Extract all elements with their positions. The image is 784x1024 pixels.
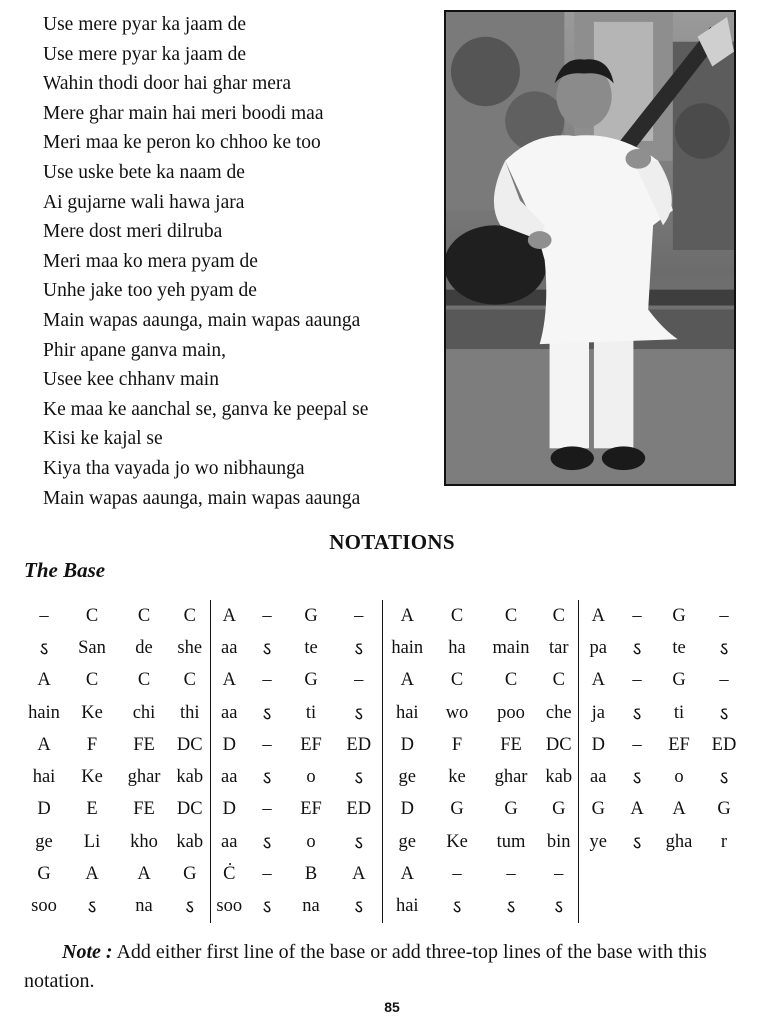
notation-cell: ge (35, 831, 53, 852)
notation-cell: FE (500, 734, 522, 755)
notation-cell: kho (130, 831, 158, 852)
base-subheading: The Base (24, 558, 106, 582)
notation-cell: – (719, 605, 729, 626)
lyric-line: Main wapas aaunga, main wapas aaunga (43, 487, 361, 509)
notation-cell: C (137, 605, 151, 626)
notation-cell: – (262, 799, 272, 820)
notation-cell: C (85, 605, 99, 626)
notation-cell: ED (336, 794, 382, 826)
notation-cell: G (672, 605, 686, 626)
lyric-line: Usee kee chhanv main (43, 369, 219, 391)
notation-cell: A (37, 734, 51, 755)
notation-cell: na (135, 896, 153, 917)
notation-cell: – (262, 605, 272, 626)
lyric-line: Use uske bete ka naam de (43, 161, 245, 183)
notation-cell: San (78, 637, 106, 658)
lyric-line: Ke maa ke aanchal se, ganva ke peepal se (43, 398, 369, 420)
notation-cell: A (222, 670, 236, 691)
notation-cell: bin (540, 826, 578, 858)
notation-cell: A (672, 799, 686, 820)
notation-cell: ऽ (719, 769, 729, 790)
notation-cell: DC (540, 729, 578, 761)
notation-cell (578, 891, 618, 923)
notation-cell: EF (300, 734, 322, 755)
notation-cell: aa (221, 767, 238, 788)
notation-cell (656, 891, 702, 923)
notation-cell: kab (170, 761, 210, 793)
notation-cell: ke (448, 767, 466, 788)
notation-cell: A (400, 605, 414, 626)
notation-cell: A (400, 864, 414, 885)
notation-cell: de (135, 637, 153, 658)
notation-cell (618, 858, 656, 890)
notation-cell: G (540, 794, 578, 826)
notation-cell: hai (32, 767, 56, 788)
notation-cell: tum (496, 831, 526, 852)
lyric-line: Mere ghar main hai meri boodi maa (43, 102, 324, 124)
lyric-line: Mere dost meri dilruba (43, 221, 223, 243)
notation-cell: EF (668, 734, 690, 755)
lyrics-block (43, 10, 443, 513)
notation-cell: ऽ (336, 891, 382, 923)
notation-cell: FE (133, 734, 155, 755)
notation-cell: – (452, 864, 462, 885)
notation-cell: kab (170, 826, 210, 858)
notation-cell: ge (398, 767, 416, 788)
notation-cell: ऽ (336, 761, 382, 793)
notation-cell: ऽ (336, 697, 382, 729)
page-number: 85 (384, 999, 400, 1015)
notation-cell: D (400, 734, 414, 755)
notation-cell: – (632, 670, 642, 691)
lyric-line: Meri maa ke peron ko chhoo ke too (43, 132, 321, 154)
lyric-line: Kisi ke kajal se (43, 428, 163, 450)
notation-cell: ऽ (632, 639, 642, 660)
notation-cell: r (720, 831, 728, 852)
notation-cell: – (506, 864, 516, 885)
notation-lyric-row (22, 697, 746, 729)
notation-cell: ऽ (170, 891, 210, 923)
notation-table-body (22, 600, 746, 923)
notation-cell: D (591, 734, 605, 755)
notation-cell: ऽ (262, 898, 272, 919)
notation-cell: A (85, 864, 99, 885)
notation-cell: ऽ (632, 704, 642, 725)
notation-cell: she (170, 632, 210, 664)
notation-cell: ऽ (262, 769, 272, 790)
notation-cell: DC (170, 794, 210, 826)
notation-cell: C (504, 670, 518, 691)
notation-cell: A (336, 858, 382, 890)
notation-cell: hain (391, 637, 424, 658)
notation-cell: A (630, 799, 644, 820)
notation-cell: ऽ (336, 826, 382, 858)
notation-lyric-row (22, 632, 746, 664)
notation-cell: FE (133, 799, 155, 820)
notation-cell: Ċ (223, 864, 236, 885)
lyric-line: Main wapas aaunga, main wapas aaunga (43, 309, 361, 331)
notation-cell: D (222, 734, 236, 755)
notation-cell: ED (711, 734, 737, 755)
notation-cell: A (137, 864, 151, 885)
notation-cell: Ke (81, 767, 103, 788)
note-paragraph (24, 938, 748, 996)
notation-cell: ti (305, 702, 317, 723)
lyric-line: Unhe jake too yeh pyam de (43, 280, 257, 302)
notation-cell: poo (497, 702, 525, 723)
notation-cell: o (306, 831, 316, 852)
lyric-line: Wahin thodi door hai ghar mera (43, 73, 292, 95)
notation-cell: C (540, 600, 578, 632)
notation-cell: A (400, 670, 414, 691)
notation-cell: – (336, 665, 382, 697)
notation-cell: soo (31, 896, 57, 917)
notation-cell: ऽ (262, 639, 272, 660)
photo-illustration (446, 12, 734, 484)
notation-note-row (22, 729, 746, 761)
notation-cell: aa (221, 831, 238, 852)
notation-cell: Li (83, 831, 101, 852)
notation-cell: ऽ (632, 769, 642, 790)
notation-cell: ऽ (632, 833, 642, 854)
notation-lyric-row (22, 891, 746, 923)
sitar-player-photo (444, 10, 736, 486)
notation-cell (618, 891, 656, 923)
notation-cell: G (504, 799, 518, 820)
notation-cell: gha (665, 831, 693, 852)
notation-note-row (22, 665, 746, 697)
lyric-line: Use mere pyar ka jaam de (43, 43, 247, 65)
notation-cell: F (451, 734, 463, 755)
notation-cell: B (304, 864, 318, 885)
notation-cell: Ke (446, 831, 468, 852)
notation-cell: hai (395, 896, 419, 917)
notation-cell: G (37, 864, 51, 885)
notation-cell: ge (398, 831, 416, 852)
notation-cell: – (262, 670, 272, 691)
notation-cell: ऽ (719, 704, 729, 725)
notation-cell: ऽ (262, 833, 272, 854)
notation-cell: te (672, 637, 686, 658)
notation-cell: na (302, 896, 320, 917)
notation-cell: C (450, 670, 464, 691)
notation-cell: F (86, 734, 98, 755)
notation-cell: thi (170, 697, 210, 729)
notation-cell (578, 858, 618, 890)
notation-note-row (22, 794, 746, 826)
notation-cell: chi (132, 702, 156, 723)
lyric-line: Phir apane ganva main, (43, 339, 227, 361)
notation-cell: G (304, 670, 318, 691)
notation-cell: ऽ (262, 704, 272, 725)
notation-cell: G (304, 605, 318, 626)
notation-cell: G (450, 799, 464, 820)
notation-cell (656, 858, 702, 890)
notation-cell: ha (448, 637, 466, 658)
notation-cell: C (85, 670, 99, 691)
notation-cell: D (400, 799, 414, 820)
notation-cell: ja (591, 702, 605, 723)
notation-cell: ऽ (719, 639, 729, 660)
notation-cell: kab (540, 761, 578, 793)
notation-cell: C (504, 605, 518, 626)
notation-cell: ye (589, 831, 607, 852)
notation-cell: Ke (81, 702, 103, 723)
notation-cell (702, 891, 746, 923)
notation-cell: hai (395, 702, 419, 723)
notation-cell: ED (336, 729, 382, 761)
notation-cell: G (591, 799, 605, 820)
notation-cell: G (170, 858, 210, 890)
notation-cell: ऽ (506, 898, 516, 919)
notation-cell: EF (300, 799, 322, 820)
notation-cell: A (591, 605, 605, 626)
notation-note-row (22, 858, 746, 890)
lyric-line: Meri maa ko mera pyam de (43, 250, 258, 272)
notation-cell: – (632, 605, 642, 626)
notation-cell: tar (540, 632, 578, 664)
notation-cell: – (719, 670, 729, 691)
notation-cell: te (304, 637, 318, 658)
notation-cell (702, 858, 746, 890)
notation-cell: ऽ (87, 898, 97, 919)
lyric-line: Kiya tha vayada jo wo nibhaunga (43, 457, 305, 479)
notation-cell: aa (590, 767, 607, 788)
notation-cell: ऽ (336, 632, 382, 664)
notation-cell: – (540, 858, 578, 890)
notation-cell: pa (589, 637, 607, 658)
notation-cell: main (492, 637, 530, 658)
notation-cell: C (137, 670, 151, 691)
notation-cell: C (450, 605, 464, 626)
notation-cell: ghar (494, 767, 528, 788)
lyric-line: Ai gujarne wali hawa jara (43, 191, 245, 213)
notation-lyric-row (22, 826, 746, 858)
notation-cell: – (336, 600, 382, 632)
notations-heading: NOTATIONS (329, 530, 455, 554)
notation-cell: ti (673, 702, 685, 723)
notation-cell: – (262, 734, 272, 755)
lyric-line: Use mere pyar ka jaam de (43, 14, 247, 35)
notation-cell: C (170, 665, 210, 697)
notation-cell: ऽ (39, 639, 49, 660)
notation-cell: – (262, 864, 272, 885)
notation-cell: ghar (127, 767, 161, 788)
notation-cell: G (672, 670, 686, 691)
notation-cell: A (37, 670, 51, 691)
notation-cell: che (540, 697, 578, 729)
notation-cell: o (674, 767, 684, 788)
notation-cell: G (717, 799, 731, 820)
note-text: Add either first line of the base or add three-top lines of the base with this notation. (24, 941, 707, 992)
notation-cell: soo (216, 896, 243, 917)
notation-cell: A (222, 605, 236, 626)
notation-cell: – (632, 734, 642, 755)
notation-cell: DC (170, 729, 210, 761)
notation-cell: ऽ (540, 891, 578, 923)
notation-cell: aa (221, 637, 238, 658)
notation-cell: C (540, 665, 578, 697)
notation-cell: aa (221, 702, 238, 723)
notation-table (22, 600, 746, 923)
notation-lyric-row (22, 761, 746, 793)
notation-cell: A (591, 670, 605, 691)
note-label: Note : (62, 941, 113, 963)
notation-cell: – (39, 605, 49, 626)
notation-cell: E (86, 799, 98, 820)
notation-note-row (22, 600, 746, 632)
notation-cell: D (222, 799, 236, 820)
notation-cell: D (37, 799, 51, 820)
notation-cell: C (170, 600, 210, 632)
notation-cell: wo (445, 702, 469, 723)
notation-cell: hain (28, 702, 60, 723)
notation-cell: o (306, 767, 316, 788)
notation-cell: ऽ (452, 898, 462, 919)
